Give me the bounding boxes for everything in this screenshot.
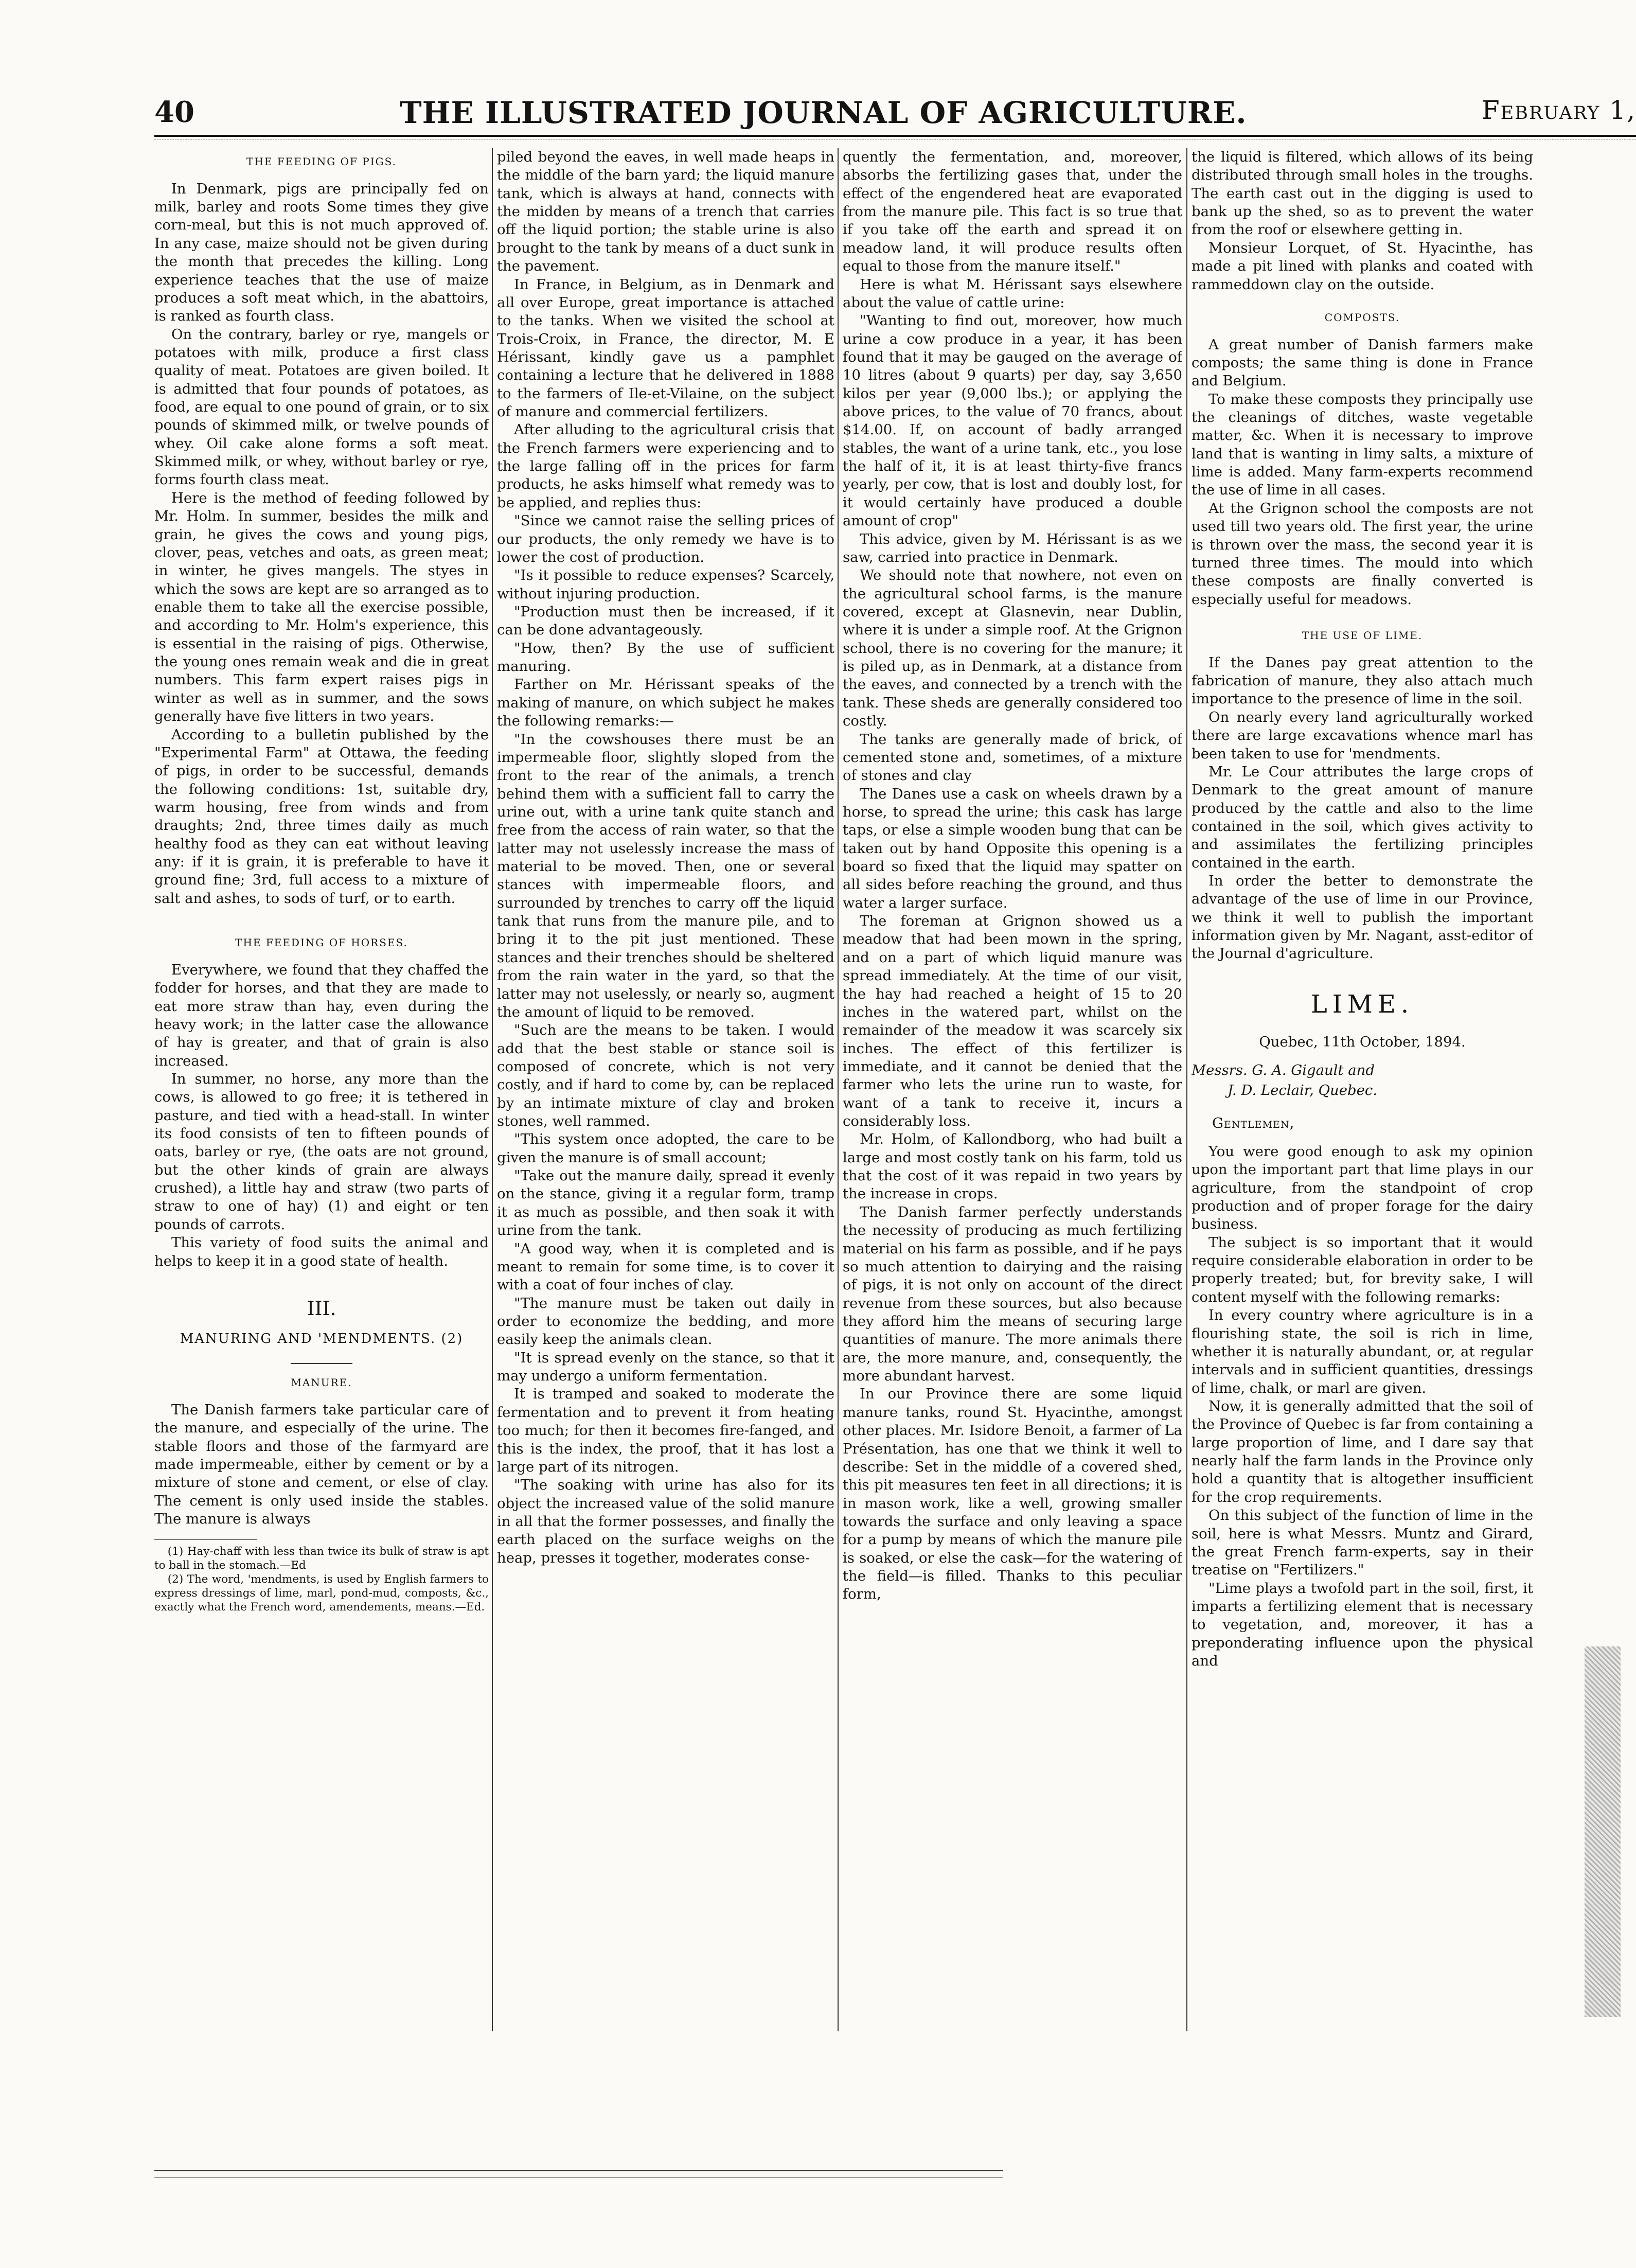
- paragraph: In our Province there are some liquid manure tanks, round St. Hyacinthe, amongst other places. Mr. Isidore Benoit, a farmer of La Présentation, has one that we think it well to describe: Set in the middle of a covered shed, this pit measures ten feet in all directions; it is in mason work, like a well, growing smaller towards the surface and only leaving a space for a pump by means of which the manure pile is soaked, or else the cask—for the watering of the field—is filled. Thanks to this peculiar form,: [843, 1386, 1182, 1603]
- salutation: Gentlemen,: [1212, 1114, 1295, 1131]
- paragraph: "Is it possible to reduce expenses? Scarcely, without injuring production.: [497, 567, 834, 602]
- paragraph: "In the cowshouses there must be an impermeable floor, slightly sloped from the front to the rear of the animals, a trench behind them with a sufficient fall to carry the urine out, with a urine tank quite stanch and free from the access of rain water, so that the latter may not uselessly increase the mass of material to be moved. Then, one or several stances with impermeable floors, and surrounded by trenches to carry off the liquid tank that runs from the manure pile, and to bring it to the pit just mentioned. These stances and their trenches should be sheltered from the rain water in the yard, so that the latter may not uselessly, or nearly so, augment the amount of liquid to be removed.: [497, 731, 834, 1020]
- paragraph: "How, then? By the use of sufficient manuring.: [497, 640, 834, 675]
- column-divider: [838, 148, 839, 2031]
- paragraph: "Production must then be increased, if it can be done advantageously.: [497, 603, 834, 639]
- paragraph: Here is what M. Hérissant says elsewhere about the value of cattle urine:: [843, 276, 1182, 311]
- column-4: [1192, 148, 1533, 2031]
- paragraph: "It is spread evenly on the stance, so that it may undergo a uniform fermentation.: [497, 1349, 834, 1385]
- paragraph: The Danes use a cask on wheels drawn by a horse, to spread the urine; this cask has large taps, or else a simple wooden bung that can be taken out by hand Opposite this opening is a board so fixed that the liquid may spatter on all sides before reaching the ground, and thus water a larger surface.: [843, 785, 1182, 911]
- letter-title: LIME.: [1310, 989, 1414, 1019]
- paragraph: In every country where agriculture is in a flourishing state, the soil is rich in lime, whether it is naturally abundant, or, at regular intervals and in sufficient quantities, dressings of lime, chalk, or marl are given.: [1192, 1307, 1533, 1396]
- section-title-composts: COMPOSTS.: [1324, 311, 1400, 324]
- journal-title: THE ILLUSTRATED JOURNAL OF AGRICULTURE.: [399, 95, 1247, 130]
- issue-date: February 1,: [1482, 95, 1636, 125]
- section-title-pigs: THE FEEDING OF PIGS.: [246, 155, 397, 168]
- paragraph: Farther on Mr. Hérissant speaks of the making of manure, on which subject he makes the following remarks:—: [497, 676, 834, 730]
- paragraph: Here is the method of feeding followed by Mr. Holm. In summer, besides the milk and grain, he gives the cows and young pigs, clover, peas, vetches and oats, as green meat; in winter, he gives mangels. The styes in which the sows are kept are so arranged as to enable them to take all the exercise possible, and according to Mr. Holm's experience, this is essential in the raising of pigs. Otherwise, the young ones remain weak and die in great numbers. This farm expert raises pigs in winter as well as in summer, and the sows generally have five litters in two years.: [154, 489, 489, 725]
- paragraph: If the Danes pay great attention to the fabrication of manure, they also attach much importance to the presence of lime in the soil.: [1192, 654, 1533, 707]
- paragraph: On this subject of the function of lime in the soil, here is what Messrs. Muntz and Girard, the great French farm-experts, say in their treatise on "Fertilizers.": [1192, 1507, 1533, 1579]
- addressee: J. D. Leclair, Quebec.: [1228, 1082, 1378, 1099]
- paragraph: The tanks are generally made of brick, of cemented stone and, sometimes, of a mixture of stones and clay: [843, 731, 1182, 784]
- paragraph: In Denmark, pigs are principally fed on milk, barley and roots Some times they give corn-meal, but this is not much approved of. In any case, maize should not be given during the month that precedes the killing. Long experience teaches that the use of maize produces a soft meat which, in the abattoirs, is ranked as fourth class.: [154, 180, 489, 325]
- paragraph: "This system once adopted, the care to be given the manure is of small account;: [497, 1131, 834, 1166]
- paragraph: After alluding to the agricultural crisis that the French farmers were experiencing and to the large falling off in the prices for farm products, he asks himself what remedy was to be applied, and replies thus:: [497, 421, 834, 511]
- section-title-horses: THE FEEDING OF HORSES.: [235, 936, 408, 949]
- column-divider: [1186, 148, 1187, 2031]
- paragraph: "Lime plays a twofold part in the soil, first, it imparts a fertilizing element that is necessary to vegetation, and, moreover, it has a preponderating influence upon the physical and: [1192, 1580, 1533, 1670]
- paragraph: "The manure must be taken out daily in order to economize the bedding, and more easily keep the animals clean.: [497, 1295, 834, 1348]
- column-divider: [492, 148, 493, 2031]
- paragraph: A great number of Danish farmers make composts; the same thing is done in France and Belgium.: [1192, 336, 1533, 389]
- paragraph: "Since we cannot raise the selling prices of our products, the only remedy we have is to lower the cost of production.: [497, 512, 834, 565]
- column-1: [154, 148, 489, 2031]
- section-rule: [291, 1363, 352, 1364]
- paragraph: In France, in Belgium, as in Denmark and all over Europe, great importance is attached to the tanks. When we visited the school at Trois-Croix, in France, the director, M. E Hérissant, kindly gave us a pamphlet containing a lecture that he delivered in 1888 to the farmers of Ile-et-Vilaine, on the subject of manure and commercial fertilizers.: [497, 276, 834, 420]
- paragraph: According to a bulletin published by the "Experimental Farm" at Ottawa, the feeding of pigs, in order to be successful, demands the following conditions: 1st, suitable dry, warm housing, free from winds and from draughts; 2nd, three times daily as much healthy food as they can eat without leaving any: if it is grain, it is preferable to have it ground fine; 3rd, full access to a mixture of salt and ashes, to sods of turf, or to earth.: [154, 726, 489, 907]
- footer-rule: [154, 2170, 1003, 2171]
- paragraph: To make these composts they principally use the cleanings of ditches, waste vegetable matter, &c. When it is necessary to improve land that is wanting in limy salts, a mixture of lime is added. Many farm-experts recommend the use of lime in all cases.: [1192, 391, 1533, 499]
- paragraph: The Danish farmers take particular care of the manure, and especially of the urine. The stable floors and those of the farmyard are made impermeable, either by cement or by a mixture of stone and cement, or else of clay. The cement is only used inside the stables. The manure is always: [154, 1401, 489, 1528]
- header-rule: [154, 135, 1636, 137]
- paragraph: "Wanting to find out, moreover, how much urine a cow produce in a year, it has been found that it may be gauged on the average of 10 litres (about 9 quarts) per day, say 3,650 kilos per year (9,000 lbs.); or applying the above prices, to the value of 70 francs, about $14.00. If, on account of badly arranged stables, the want of a urine tank, etc., you lose the half of it, it is at least thirty-five francs yearly, per cow, that is lost and doubly lost, for it would certainly have produced a double amount of crop": [843, 312, 1182, 529]
- paragraph: We should note that nowhere, not even on the agricultural school farms, is the manure covered, except at Glasnevin, near Dublin, where it is under a simple roof. At the Grignon school, there is no covering for the manure; it is piled up, as in Denmark, at a distance from the eaves, and connected by a trench with the tank. These sheds are generally considered too costly.: [843, 567, 1182, 730]
- dateline: Quebec, 11th October, 1894.: [1259, 1033, 1466, 1050]
- section-title-manure: MANURE.: [291, 1376, 352, 1389]
- chapter-title: MANURING AND 'MENDMENTS. (2): [180, 1331, 464, 1346]
- paragraph: "A good way, when it is completed and is meant to remain for some time, is to cover it with a coat of four inches of clay.: [497, 1240, 834, 1294]
- paragraph: Mr. Le Cour attributes the large crops of Denmark to the great amount of manure produced by the cattle and also to the lime contained in the soil, which gives activity to and assimilates the fertilizing principles contained in the earth.: [1192, 763, 1533, 871]
- paragraph: In order the better to demonstrate the advantage of the use of lime in our Province, we think it well to publish the important information given by Mr. Nagant, asst-editor of the Journal d'agriculture.: [1192, 873, 1533, 962]
- paragraph: This advice, given by M. Hérissant is as we saw, carried into practice in Denmark.: [843, 530, 1182, 565]
- paragraph: the liquid is filtered, which allows of its being distributed through small holes in the troughs. The earth cast out in the digging is used to bank up the shed, so as to prevent the water from the roof or elsewhere getting in.: [1192, 149, 1533, 238]
- paragraph: The Danish farmer perfectly understands the necessity of producing as much fertilizing material on his farm as possible, and if he pays so much attention to dairying and the raising of pigs, it is not only on account of the direct revenue from these sources, but also because they afford him the means of securing large quantities of manure. The more animals there are, the more manure, and, consequently, the more abundant harvest.: [843, 1203, 1182, 1385]
- paragraph: The subject is so important that it would require considerable elaboration in order to be properly treated; but, for brevity sake, I will content myself with the following remarks:: [1192, 1234, 1533, 1305]
- page-number: 40: [154, 95, 194, 129]
- section-title-lime-use: THE USE OF LIME.: [1302, 629, 1423, 642]
- paragraph: You were good enough to ask my opinion upon the important part that lime plays in our agriculture, from the standpoint of crop production and of proper forage for the dairy business.: [1192, 1143, 1533, 1233]
- paragraph: On nearly every land agriculturally worked there are large excavations whence marl has been taken to use for 'mendments.: [1192, 708, 1533, 762]
- column-3: [843, 148, 1182, 2031]
- paragraph: The foreman at Grignon showed us a meadow that had been mown in the spring, and on a part of which liquid manure was spread immediately. At the time of our visit, the hay had reached a height of 15 to 20 inches in the watered part, whilst on the remainder of the meadow it was scarcely six inches. The effect of this fertilizer is immediate, and it cannot be denied that the farmer who lets the urine run to waste, for want of a tank to receive it, incurs a considerably loss.: [843, 913, 1182, 1130]
- column-2: [497, 148, 834, 2031]
- paragraph: Mr. Holm, of Kallondborg, who had built a large and most costly tank on his farm, told us that the cost of it was repaid in two years by the increase in crops.: [843, 1131, 1182, 1202]
- paragraph: Now, it is generally admitted that the soil of the Province of Quebec is far from containing a large proportion of lime, and I dare say that nearly half the farm lands in the Province only hold a quantity that is altogether insufficient for the crop requirements.: [1192, 1398, 1533, 1505]
- paragraph: "The soaking with urine has also for its object the increased value of the solid manure in all that the former possesses, and finally the earth placed on the surface weighs on the heap, presses it together, moderates conse-: [497, 1477, 834, 1566]
- scan-edge-artifact: [1585, 1646, 1621, 2017]
- footnote: (2) The word, 'mendments, is used by English farmers to express dressings of lime, marl, pond-mud, composts, &c., exactly what the French word, amendements, means.—Ed.: [154, 1573, 489, 1614]
- paragraph: "Such are the means to be taken. I would add that the best stable or stance soil is composed of concrete, which is not very costly, and if hard to come by, can be replaced by an intimate mixture of clay and broken stones, well rammed.: [497, 1022, 834, 1130]
- footnote: (1) Hay-chaff with less than twice its bulk of straw is apt to ball in the stomach.—Ed: [154, 1545, 489, 1572]
- paragraph: quently the fermentation, and, moreover, absorbs the fertilizing gases that, under the effect of the engendered heat are evaporated from the manure pile. This fact is so true that if you take off the earth and spread it on meadow land, it will produce results often equal to those from the manure itself.": [843, 149, 1182, 275]
- page-header: [154, 95, 1636, 136]
- addressee: Messrs. G. A. Gigault and: [1192, 1061, 1375, 1078]
- paragraph: piled beyond the eaves, in well made heaps in the middle of the barn yard; the liquid manure tank, which is always at hand, connects with the midden by means of a trench that carries off the liquid portion; the stable urine is also brought to the tank by means of a duct sunk in the pavement.: [497, 149, 834, 275]
- paragraph: It is tramped and soaked to moderate the fermentation and to prevent it from heating too much; for then it becomes fire-fanged, and this is the index, the proof, that it has lost a large part of its nitrogen.: [497, 1386, 834, 1475]
- paragraph: Monsieur Lorquet, of St. Hyacinthe, has made a pit lined with planks and coated with rammeddown clay on the outside.: [1192, 239, 1533, 293]
- paragraph: At the Grignon school the composts are not used till two years old. The first year, the urine is thrown over the mass, the second year it is turned three times. The mould into which these composts are finally converted is especially useful for meadows.: [1192, 500, 1533, 608]
- footer-rule: [154, 2177, 1003, 2178]
- footnote-rule: [154, 1539, 257, 1540]
- chapter-number: III.: [307, 1297, 336, 1320]
- paragraph: Everywhere, we found that they chaffed the fodder for horses, and that they are made to eat more straw than hay, even during the heavy work; in the latter case the allowance of hay is greater, and that of grain is also increased.: [154, 961, 489, 1069]
- paragraph: In summer, no horse, any more than the cows, is allowed to go free; it is tethered in pasture, and tied with a head-stall. In winter its food consists of ten to fifteen pounds of oats, barley or rye, (the oats are not ground, but the other kinds of grain are always crushed), a little hay and straw (two parts of straw to one of hay) (1) and eight or ten pounds of carrots.: [154, 1070, 489, 1233]
- paragraph: "Take out the manure daily, spread it evenly on the stance, giving it a regular form, tramp it as much as possible, and then soak it with urine from the tank.: [497, 1167, 834, 1239]
- paragraph: On the contrary, barley or rye, mangels or potatoes with milk, produce a first class quality of meat. Potatoes are given boiled. It is admitted that four pounds of potatoes, as food, are equal to one pound of grain, or to six pounds of skimmed milk, or twelve pounds of whey. Oil cake alone forms a soft meat. Skimmed milk, or whey, without barley or rye, forms fourth class meat.: [154, 326, 489, 488]
- paragraph: This variety of food suits the animal and helps to keep it in a good state of health.: [154, 1234, 489, 1269]
